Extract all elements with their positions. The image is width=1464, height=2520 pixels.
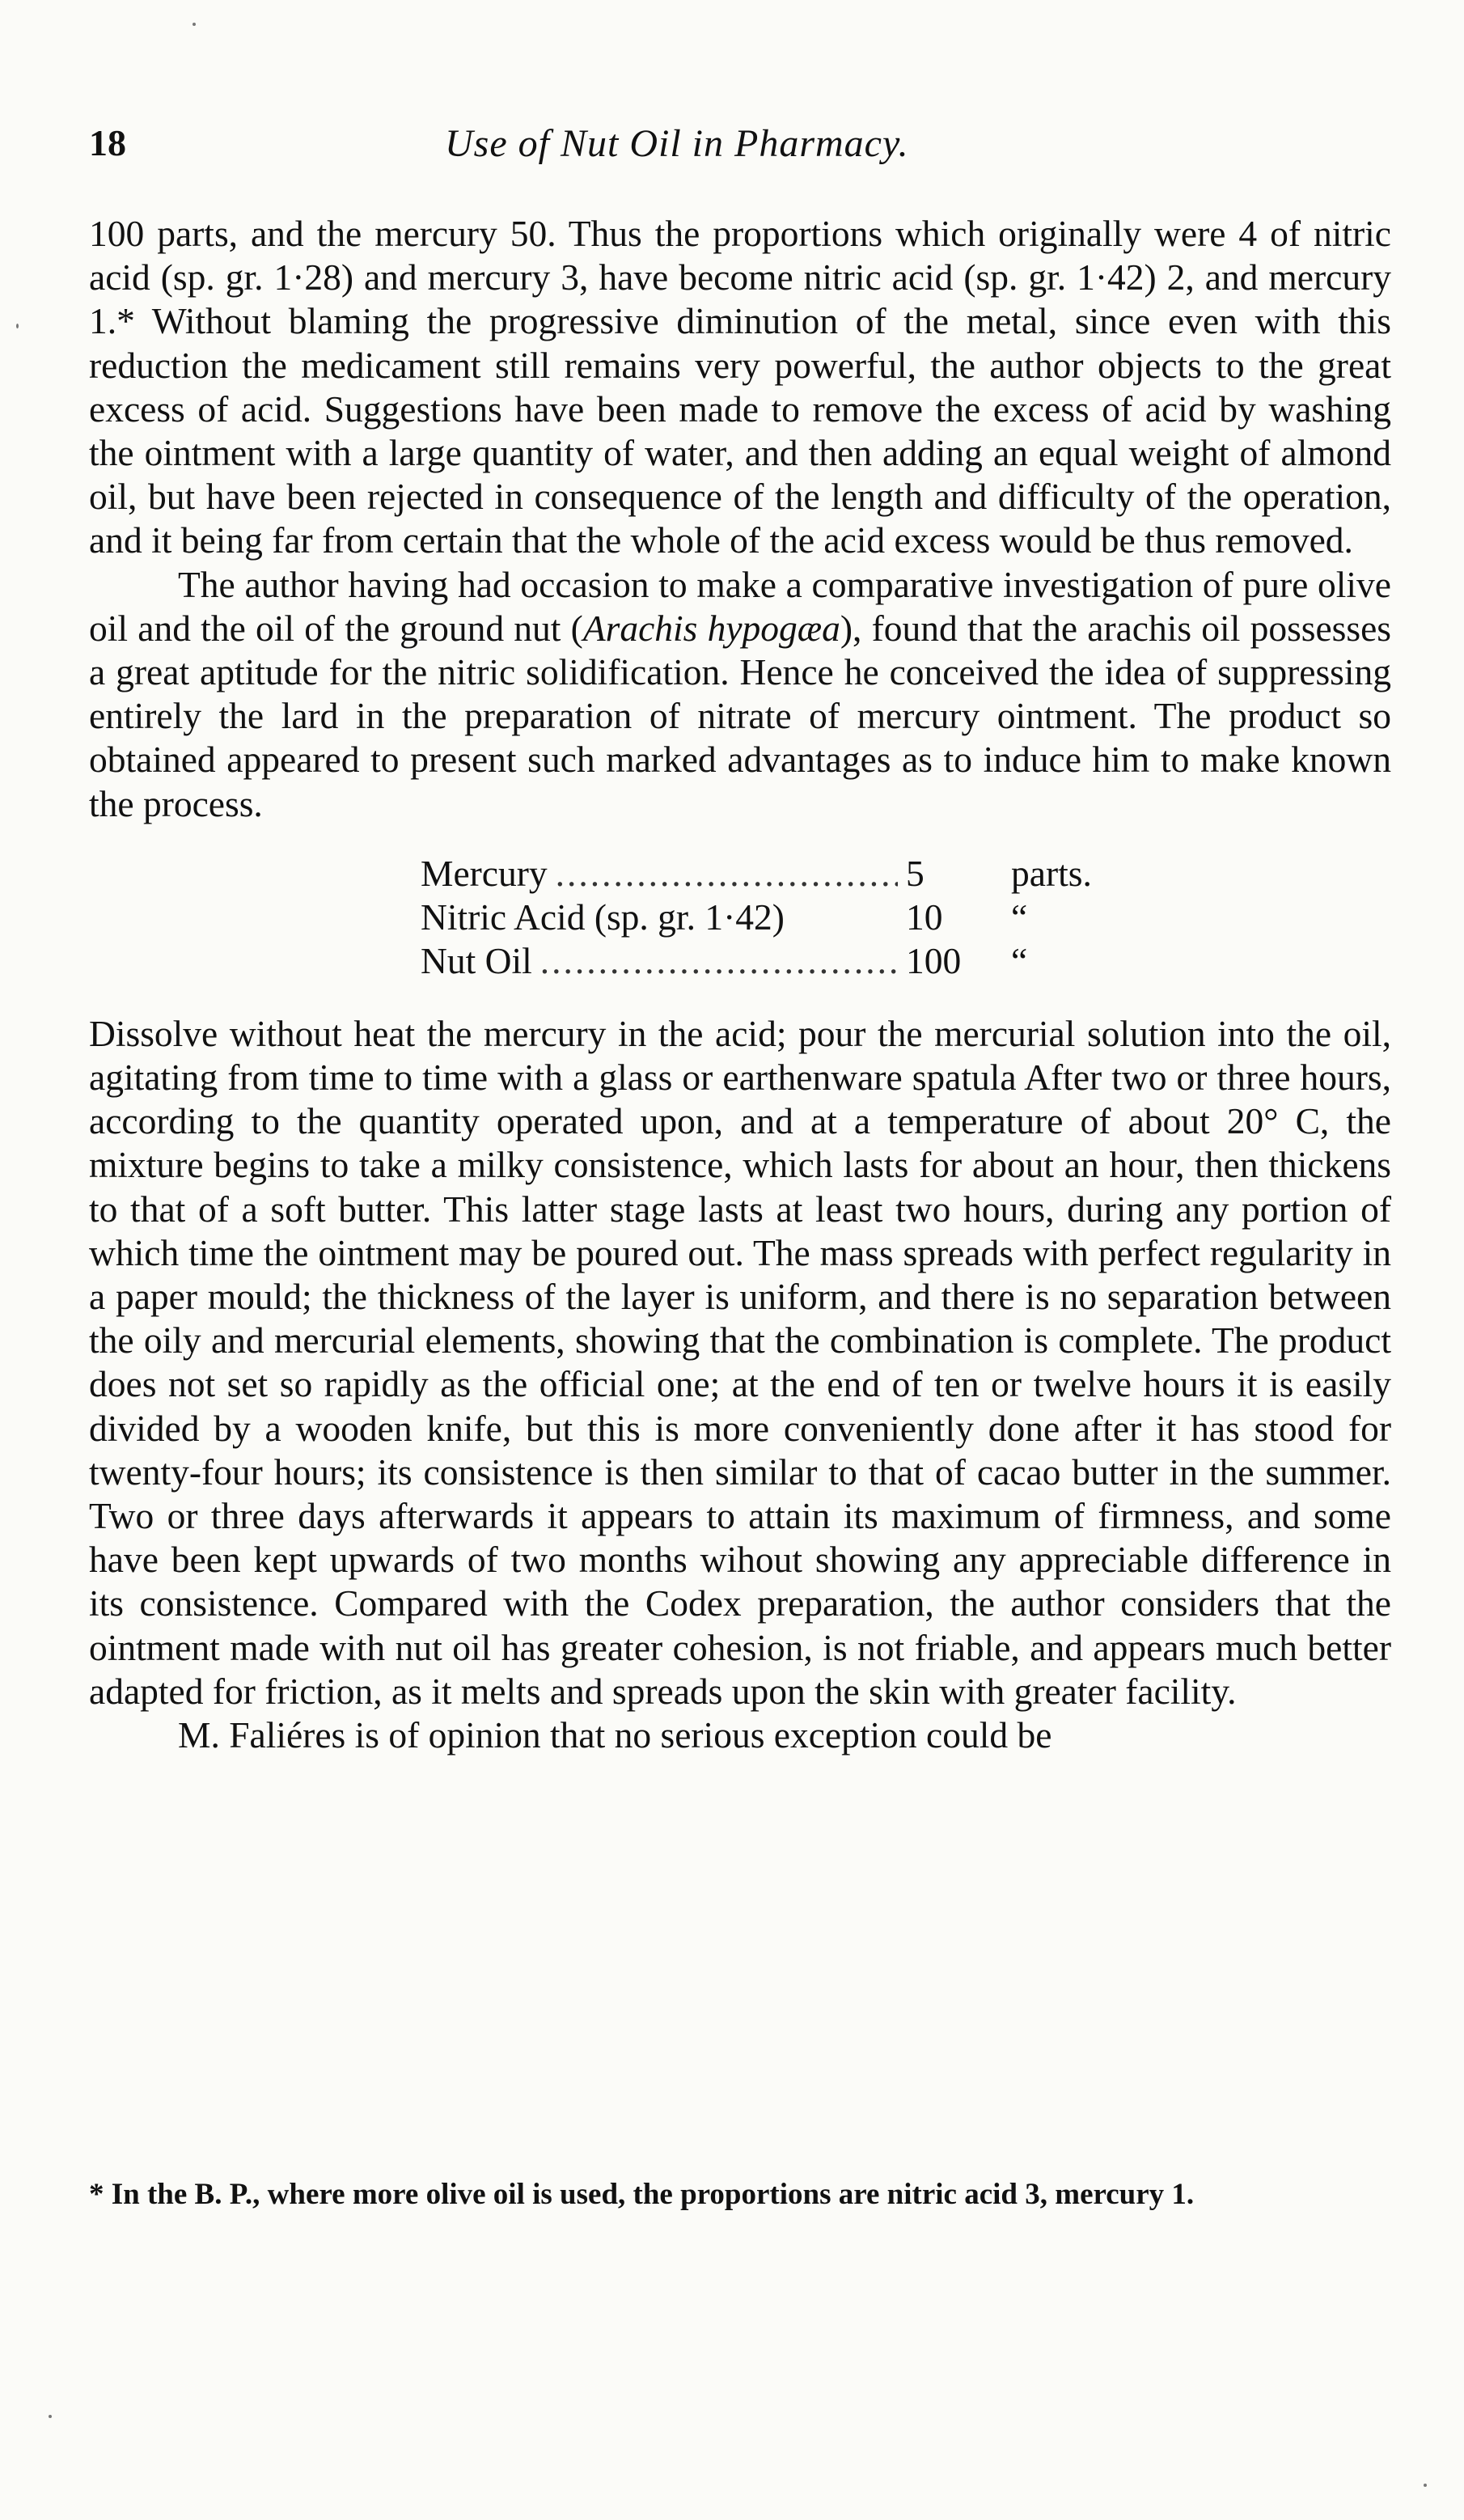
formula-quantity: 10 <box>906 896 943 938</box>
paper-speck <box>193 23 196 26</box>
formula-ingredient: Nitric Acid (sp. gr. 1·42) <box>421 896 785 938</box>
formula-row <box>421 939 1149 983</box>
paragraph-text: The author having had occasion to make a comparative investigation of pure olive oil and the oil of the ground nut ( <box>89 563 1391 649</box>
paragraph-method: Dissolve without heat the mercury in the acid; pour the mercurial solution into the oil, agitating from time to time with a glass or earthenware spatula After two or three hours, according to the quantity operated upon, and at a temperature of about 20° C, the mixture begins to take a milky consistence, which lasts for about an hour, then thickens to that of a soft butter. This latter stage lasts at least two hours, during any portion of which time the ointment may be poured out. The mass spreads with perfect regularity in a paper mould; the thickness of the layer is uniform, and there is no separation between the oily and mercurial elements, showing that the combination is complete. The product does not set so rapidly as the official one; at the end of ten or twelve hours it is easily divided by a wooden knife, but this is more conveniently done after it has stood for twenty-four hours; its consistence is then similar to that of cacao butter in the summer. Two or three days afterwards it appears to attain its maximum of firmness, and some have been kept upwards of two months wihout showing any appreciable difference in its consistence. Compared with the Codex preparation, the author considers that the ointment made with nut oil has greater cohesion, is not friable, and appears much better adapted for friction, as it melts and spreads upon the skin with greater facility. <box>89 1012 1391 1712</box>
paragraph-text: ), found that the arachis oil possesses a great aptitude for the nitric solidification. Hence he conceived the idea of suppressing entirely the lard in the preparation of nitrate of mercury ointment. The product so obtained appeared to present such marked advantages as to induce him to make known the process. <box>89 607 1391 824</box>
paragraph-investigation <box>89 563 1391 826</box>
formula-unit: “ <box>1011 896 1028 938</box>
paragraph-opinion: M. Faliéres is of opinion that no serious exception could be <box>178 1714 1052 1756</box>
body-text <box>89 212 1391 1757</box>
paragraph-continued: 100 parts, and the mercury 50. Thus the proportions which originally were 4 of nitric acid (sp. gr. 1·28) and mercury 3, have become nitric acid (sp. gr. 1·42) 2, and mercury 1.* Without blaming the progressive diminution of the metal, since even with this reduction the medicament still remains very powerful, the author objects to the great excess of acid. Suggestions have been made to remove the excess of acid by washing the ointment with a large quantity of water, and then adding an equal weight of almond oil, but have been rejected in consequence of the length and difficulty of the operation, and it being far from certain that the whole of the acid excess would be thus removed. <box>89 213 1391 561</box>
page-number: 18 <box>89 122 126 163</box>
formula-row <box>421 896 1149 939</box>
formula-row <box>421 852 1149 896</box>
formula-ingredient: Mercury <box>421 852 548 894</box>
formula-quantity: 5 <box>906 852 925 894</box>
paper-speck <box>16 324 19 328</box>
species-name: Arachis hypogæa <box>582 607 840 649</box>
running-title: Use of Nut Oil in Pharmacy. <box>445 122 909 165</box>
running-header <box>81 121 1391 178</box>
paper-speck <box>1424 2484 1427 2487</box>
paper-speck <box>49 2415 52 2418</box>
formula-table <box>421 852 1149 983</box>
dot-leader <box>556 852 898 896</box>
formula-quantity: 100 <box>906 939 962 981</box>
footnote: * In the B. P., where more olive oil is used, the proportions are nitric acid 3, mercury 1. <box>89 2178 1195 2211</box>
dot-leader <box>540 939 898 983</box>
formula-unit: “ <box>1011 939 1028 981</box>
formula-ingredient: Nut Oil <box>421 939 532 981</box>
formula-unit: parts. <box>1011 852 1092 894</box>
